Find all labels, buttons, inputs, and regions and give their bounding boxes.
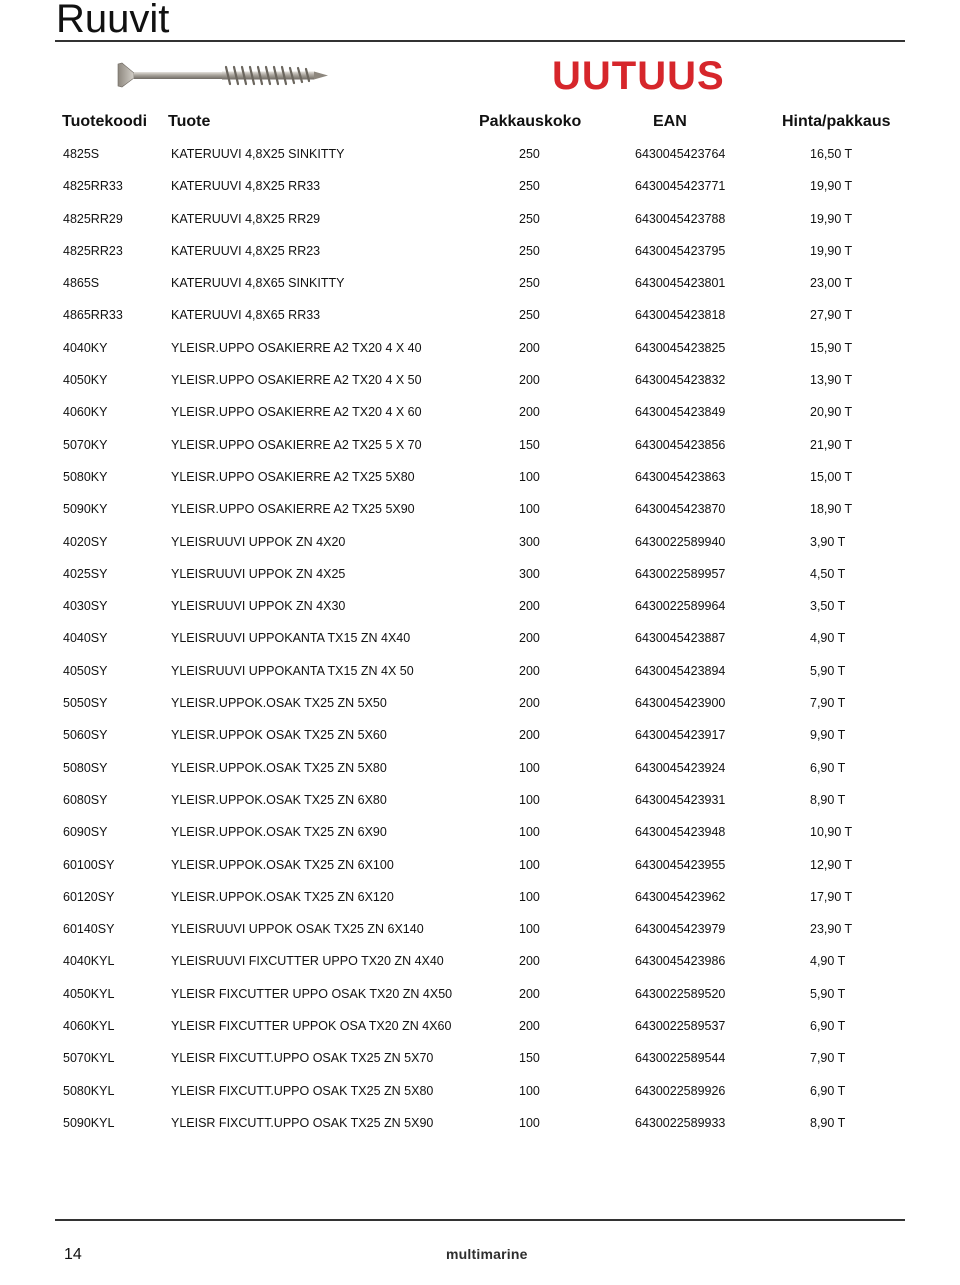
product-code: 6080SY bbox=[63, 792, 108, 807]
pack-size: 250 bbox=[519, 308, 540, 323]
product-code: 5070KYL bbox=[63, 1051, 115, 1066]
pack-size: 200 bbox=[519, 663, 540, 678]
product-code: 6090SY bbox=[63, 825, 108, 840]
table-row bbox=[0, 371, 960, 403]
product-code: 5050SY bbox=[63, 696, 108, 711]
product-name: YLEISR.UPPO OSAKIERRE A2 TX25 5X90 bbox=[171, 502, 415, 517]
price: 13,90 T bbox=[810, 373, 853, 388]
ean-code: 6430022589957 bbox=[635, 566, 726, 581]
table-row bbox=[0, 629, 960, 661]
table-row bbox=[0, 274, 960, 306]
price: 9,90 T bbox=[810, 728, 846, 743]
table-row bbox=[0, 177, 960, 209]
price: 8,90 T bbox=[810, 792, 846, 807]
table-row bbox=[0, 597, 960, 629]
pack-size: 100 bbox=[519, 825, 540, 840]
pack-size: 200 bbox=[519, 340, 540, 355]
ean-code: 6430045423931 bbox=[635, 792, 726, 807]
pack-size: 200 bbox=[519, 696, 540, 711]
brand-logo: multimarine bbox=[446, 1246, 528, 1262]
price: 7,90 T bbox=[810, 696, 846, 711]
ean-code: 6430045423771 bbox=[635, 179, 726, 194]
pack-size: 100 bbox=[519, 502, 540, 517]
product-code: 60140SY bbox=[63, 922, 115, 937]
price: 5,90 T bbox=[810, 663, 846, 678]
ean-code: 6430022589537 bbox=[635, 1019, 726, 1034]
price: 15,90 T bbox=[810, 340, 853, 355]
ean-code: 6430022589940 bbox=[635, 534, 726, 549]
table-row bbox=[0, 985, 960, 1017]
pack-size: 200 bbox=[519, 986, 540, 1001]
column-header-ean: EAN bbox=[653, 113, 687, 130]
table-row bbox=[0, 791, 960, 823]
product-name: YLEISRUUVI UPPOK ZN 4X25 bbox=[171, 566, 346, 581]
column-header-code: Tuotekoodi bbox=[62, 113, 148, 130]
ean-code: 6430045423788 bbox=[635, 211, 726, 226]
product-name: YLEISR.UPPOK OSAK TX25 ZN 5X60 bbox=[171, 728, 387, 743]
price: 23,00 T bbox=[810, 276, 853, 291]
screw-image bbox=[112, 60, 332, 90]
product-name: YLEISR FIXCUTTER UPPO OSAK TX20 ZN 4X50 bbox=[171, 986, 453, 1001]
footer-divider bbox=[55, 1219, 905, 1221]
ean-code: 6430022589926 bbox=[635, 1083, 726, 1098]
table-row bbox=[0, 306, 960, 338]
column-header-pack: Pakkauskoko bbox=[479, 113, 582, 130]
table-row bbox=[0, 662, 960, 694]
product-name: YLEISR FIXCUTTER UPPOK OSA TX20 ZN 4X60 bbox=[171, 1019, 452, 1034]
column-header-price: Hinta/pakkaus bbox=[782, 113, 891, 130]
product-code: 4060KY bbox=[63, 405, 108, 420]
pack-size: 100 bbox=[519, 469, 540, 484]
price: 3,50 T bbox=[810, 599, 846, 614]
table-row bbox=[0, 1114, 960, 1146]
ean-code: 6430045423894 bbox=[635, 663, 726, 678]
pack-size: 200 bbox=[519, 1019, 540, 1034]
price: 12,90 T bbox=[810, 857, 853, 872]
price: 19,90 T bbox=[810, 243, 853, 258]
ean-code: 6430045423795 bbox=[635, 243, 726, 258]
product-name: YLEISR.UPPOK.OSAK TX25 ZN 5X50 bbox=[171, 696, 387, 711]
header-divider bbox=[55, 40, 905, 42]
column-header-name: Tuote bbox=[168, 113, 211, 130]
product-name: YLEISR.UPPO OSAKIERRE A2 TX25 5 X 70 bbox=[171, 437, 422, 452]
pack-size: 250 bbox=[519, 276, 540, 291]
product-code: 4050KYL bbox=[63, 986, 115, 1001]
pack-size: 200 bbox=[519, 728, 540, 743]
table-row bbox=[0, 1049, 960, 1081]
price: 6,90 T bbox=[810, 760, 846, 775]
page-number: 14 bbox=[64, 1246, 82, 1263]
pack-size: 150 bbox=[519, 437, 540, 452]
pack-size: 200 bbox=[519, 405, 540, 420]
product-code: 4825RR33 bbox=[63, 179, 123, 194]
product-name: KATERUUVI 4,8X25 RR33 bbox=[171, 179, 321, 194]
ean-code: 6430045423832 bbox=[635, 373, 726, 388]
product-code: 4865RR33 bbox=[63, 308, 123, 323]
table-row bbox=[0, 823, 960, 855]
product-name: YLEISR.UPPOK.OSAK TX25 ZN 5X80 bbox=[171, 760, 387, 775]
table-row bbox=[0, 920, 960, 952]
product-code: 5070KY bbox=[63, 437, 108, 452]
product-code: 4025SY bbox=[63, 566, 108, 581]
price: 5,90 T bbox=[810, 986, 846, 1001]
ean-code: 6430045423948 bbox=[635, 825, 726, 840]
product-code: 4825RR29 bbox=[63, 211, 123, 226]
ean-code: 6430045423825 bbox=[635, 340, 726, 355]
price: 19,90 T bbox=[810, 179, 853, 194]
pack-size: 100 bbox=[519, 1083, 540, 1098]
pack-size: 300 bbox=[519, 534, 540, 549]
price: 7,90 T bbox=[810, 1051, 846, 1066]
price: 3,90 T bbox=[810, 534, 846, 549]
table-row bbox=[0, 533, 960, 565]
table-row bbox=[0, 500, 960, 532]
table-row bbox=[0, 145, 960, 177]
product-name: YLEISR FIXCUTT.UPPO OSAK TX25 ZN 5X80 bbox=[171, 1083, 434, 1098]
price: 6,90 T bbox=[810, 1019, 846, 1034]
price: 21,90 T bbox=[810, 437, 853, 452]
ean-code: 6430045423979 bbox=[635, 922, 726, 937]
product-code: 4050KY bbox=[63, 373, 108, 388]
table-row bbox=[0, 694, 960, 726]
page-title: Ruuvit bbox=[56, 0, 170, 41]
ean-code: 6430045423955 bbox=[635, 857, 726, 872]
pack-size: 250 bbox=[519, 211, 540, 226]
table-row bbox=[0, 952, 960, 984]
product-name: YLEISR.UPPO OSAKIERRE A2 TX25 5X80 bbox=[171, 469, 415, 484]
product-table bbox=[0, 145, 960, 1146]
product-name: YLEISR.UPPOK.OSAK TX25 ZN 6X90 bbox=[171, 825, 387, 840]
product-code: 5090KY bbox=[63, 502, 108, 517]
table-row bbox=[0, 888, 960, 920]
table-row bbox=[0, 403, 960, 435]
product-name: YLEISR.UPPO OSAKIERRE A2 TX20 4 X 50 bbox=[171, 373, 422, 388]
table-row bbox=[0, 1017, 960, 1049]
product-name: YLEISR.UPPO OSAKIERRE A2 TX20 4 X 40 bbox=[171, 340, 422, 355]
product-name: YLEISRUUVI UPPOK ZN 4X30 bbox=[171, 599, 346, 614]
product-name: KATERUUVI 4,8X25 RR23 bbox=[171, 243, 321, 258]
ean-code: 6430045423887 bbox=[635, 631, 726, 646]
price: 6,90 T bbox=[810, 1083, 846, 1098]
ean-code: 6430045423870 bbox=[635, 502, 726, 517]
table-row bbox=[0, 210, 960, 242]
price: 4,90 T bbox=[810, 631, 846, 646]
pack-size: 200 bbox=[519, 599, 540, 614]
price: 16,50 T bbox=[810, 147, 853, 161]
pack-size: 250 bbox=[519, 243, 540, 258]
table-row bbox=[0, 242, 960, 274]
pack-size: 250 bbox=[519, 147, 540, 161]
product-code: 4040KY bbox=[63, 340, 108, 355]
ean-code: 6430045423924 bbox=[635, 760, 726, 775]
product-name: YLEISRUUVI UPPOK ZN 4X20 bbox=[171, 534, 346, 549]
pack-size: 250 bbox=[519, 179, 540, 194]
product-code: 4865S bbox=[63, 276, 100, 291]
product-code: 4020SY bbox=[63, 534, 108, 549]
ean-code: 6430045423856 bbox=[635, 437, 726, 452]
ean-code: 6430022589933 bbox=[635, 1115, 726, 1130]
table-row bbox=[0, 436, 960, 468]
ean-code: 6430045423917 bbox=[635, 728, 726, 743]
price: 4,90 T bbox=[810, 954, 846, 969]
product-name: YLEISRUUVI UPPOKANTA TX15 ZN 4X40 bbox=[171, 631, 411, 646]
product-name: YLEISRUUVI FIXCUTTER UPPO TX20 ZN 4X40 bbox=[171, 954, 444, 969]
ean-code: 6430045423801 bbox=[635, 276, 726, 291]
product-code: 4030SY bbox=[63, 599, 108, 614]
product-code: 5080SY bbox=[63, 760, 108, 775]
product-code: 60100SY bbox=[63, 857, 115, 872]
ean-code: 6430045423900 bbox=[635, 696, 726, 711]
pack-size: 200 bbox=[519, 631, 540, 646]
pack-size: 100 bbox=[519, 792, 540, 807]
ean-code: 6430045423986 bbox=[635, 954, 726, 969]
price: 8,90 T bbox=[810, 1115, 846, 1130]
product-name: YLEISR.UPPO OSAKIERRE A2 TX20 4 X 60 bbox=[171, 405, 422, 420]
product-name: KATERUUVI 4,8X25 RR29 bbox=[171, 211, 321, 226]
ean-code: 6430045423764 bbox=[635, 147, 726, 161]
table-row bbox=[0, 726, 960, 758]
product-name: YLEISR.UPPOK.OSAK TX25 ZN 6X80 bbox=[171, 792, 387, 807]
pack-size: 150 bbox=[519, 1051, 540, 1066]
ean-code: 6430022589544 bbox=[635, 1051, 726, 1066]
price: 27,90 T bbox=[810, 308, 853, 323]
price: 15,00 T bbox=[810, 469, 853, 484]
pack-size: 200 bbox=[519, 373, 540, 388]
product-name: YLEISR FIXCUTT.UPPO OSAK TX25 ZN 5X70 bbox=[171, 1051, 434, 1066]
ean-code: 6430022589520 bbox=[635, 986, 726, 1001]
pack-size: 100 bbox=[519, 857, 540, 872]
price: 20,90 T bbox=[810, 405, 853, 420]
pack-size: 100 bbox=[519, 760, 540, 775]
ean-code: 6430045423863 bbox=[635, 469, 726, 484]
product-code: 4060KYL bbox=[63, 1019, 115, 1034]
product-code: 4040SY bbox=[63, 631, 108, 646]
ean-code: 6430045423962 bbox=[635, 889, 726, 904]
product-name: KATERUUVI 4,8X65 SINKITTY bbox=[171, 276, 345, 291]
new-product-label: UUTUUS bbox=[552, 54, 725, 98]
pack-size: 100 bbox=[519, 1115, 540, 1130]
price: 18,90 T bbox=[810, 502, 853, 517]
price: 19,90 T bbox=[810, 211, 853, 226]
product-name: YLEISR.UPPOK.OSAK TX25 ZN 6X100 bbox=[171, 857, 394, 872]
ean-code: 6430045423818 bbox=[635, 308, 726, 323]
table-row bbox=[0, 339, 960, 371]
product-code: 5080KYL bbox=[63, 1083, 115, 1098]
ean-code: 6430022589964 bbox=[635, 599, 726, 614]
table-row bbox=[0, 1082, 960, 1114]
ean-code: 6430045423849 bbox=[635, 405, 726, 420]
product-name: YLEISR.UPPOK.OSAK TX25 ZN 6X120 bbox=[171, 889, 394, 904]
pack-size: 100 bbox=[519, 889, 540, 904]
product-name: YLEISRUUVI UPPOKANTA TX15 ZN 4X 50 bbox=[171, 663, 414, 678]
price: 23,90 T bbox=[810, 922, 853, 937]
price: 10,90 T bbox=[810, 825, 853, 840]
product-name: YLEISR FIXCUTT.UPPO OSAK TX25 ZN 5X90 bbox=[171, 1115, 434, 1130]
product-name: KATERUUVI 4,8X25 SINKITTY bbox=[171, 147, 345, 161]
pack-size: 300 bbox=[519, 566, 540, 581]
price: 17,90 T bbox=[810, 889, 853, 904]
table-row bbox=[0, 856, 960, 888]
table-row bbox=[0, 759, 960, 791]
price: 4,50 T bbox=[810, 566, 846, 581]
product-code: 4050SY bbox=[63, 663, 108, 678]
product-name: YLEISRUUVI UPPOK OSAK TX25 ZN 6X140 bbox=[171, 922, 424, 937]
product-code: 4040KYL bbox=[63, 954, 115, 969]
table-row bbox=[0, 468, 960, 500]
product-code: 4825RR23 bbox=[63, 243, 123, 258]
table-row bbox=[0, 565, 960, 597]
product-code: 5080KY bbox=[63, 469, 108, 484]
product-code: 60120SY bbox=[63, 889, 115, 904]
pack-size: 200 bbox=[519, 954, 540, 969]
product-code: 4825S bbox=[63, 147, 100, 161]
pack-size: 100 bbox=[519, 922, 540, 937]
product-code: 5060SY bbox=[63, 728, 108, 743]
product-name: KATERUUVI 4,8X65 RR33 bbox=[171, 308, 321, 323]
product-code: 5090KYL bbox=[63, 1115, 115, 1130]
